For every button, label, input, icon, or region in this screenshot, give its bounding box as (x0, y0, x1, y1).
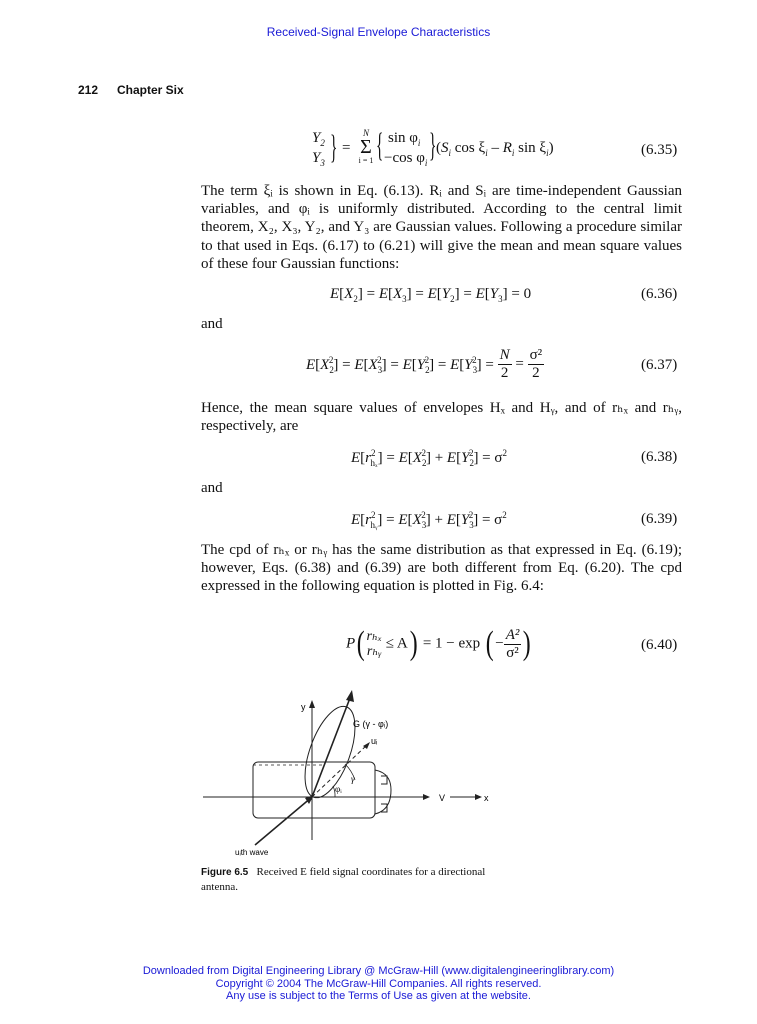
caption-label: Figure 6.5 (201, 867, 249, 878)
frac-sigma2-over-2 (528, 347, 545, 382)
r-bottom: rₕᵧ (366, 644, 382, 659)
equation-6-39: $E[r^2_{hᵧ}] = E[X_3^2] + E[Y_3^2] = \sigma^2$ (351, 510, 507, 530)
r-top: rₕₓ (366, 629, 382, 644)
label-phi: φᵢ (335, 784, 342, 794)
footer-terms[interactable]: Any use is subject to the Terms of Use as given at the website. (226, 990, 531, 1002)
brace-left: { (376, 127, 384, 164)
sum-lower: i = 1 (358, 156, 374, 165)
para3-text: The cpd of rₕₓ or rₕᵧ has the same distribution as that expressed in Eq. (6.19); however, Eqs. (6.38) and (6.39) are both different from Eq. (6.20). The cpd expressed in the following equation is plotted in Fig. 6.4: (201, 542, 682, 595)
eq-number-6-39: (6.39) (641, 511, 678, 527)
eq-lhs-top-sub: 2 (320, 138, 325, 148)
footer-link-line[interactable]: Downloaded from Digital Engineering Library @ McGraw-Hill (www.digitalengineeringlibrary.com) (142, 965, 615, 977)
equation-6-35: $Y_2$ $Y_3$ } = N Σ i = 1 { $\sin \varphi_i$ −cos $\varphi_i$ } ($S_i$ $\cos \xi_i - R_i$ $\sin \xi_i$) (312, 127, 554, 168)
eq-rhs: ($S_i$ $\cos \xi_i - R_i$ $\sin \xi_i$) (436, 140, 554, 158)
word-and-2: and (201, 480, 223, 496)
body-paragraph-3 (201, 541, 682, 596)
footer-copyright: Copyright © 2004 The McGraw-Hill Companies. All rights reserved. (215, 977, 542, 990)
equation-6-37: $E[X_2^2] = E[X_3^2] = E[Y_2^2] = E[Y_3^2]$ = $\frac{N}{2}$ = $\frac{\text{σ²}}{2}$ (306, 347, 543, 381)
summation: N Σ i = 1 (356, 128, 376, 165)
eq-lhs-bottom: Y (312, 150, 321, 166)
frac1-den: 2 (500, 365, 509, 381)
body-paragraph-1 (201, 182, 682, 273)
body-paragraph-2 (201, 399, 682, 435)
incoming-wave-arrow (255, 797, 312, 845)
eq-number-6-36: (6.36) (641, 286, 678, 302)
cos-term: −cos φ (384, 150, 425, 166)
equation-6-40: P( rₕₓ rₕᵧ ≤ A) = 1 − exp ( − $\frac{\text{A²}}{\text{σ²}}$ ) (346, 625, 531, 662)
eq-p: P (346, 635, 356, 652)
equals-sign: = (342, 140, 351, 156)
eq-number-6-35: (6.35) (641, 142, 678, 158)
eq-number-6-38: (6.38) (641, 449, 678, 465)
caption-text: Received E field signal coordinates for a directional antenna. (201, 866, 486, 893)
label-g: G (γ - φᵢ) (353, 719, 389, 729)
label-gamma: γ (351, 774, 355, 784)
exp-num: A² (505, 626, 520, 643)
eq-number-6-40: (6.40) (641, 637, 678, 653)
chapter-label: Chapter Six (117, 83, 184, 97)
label-x: x (484, 793, 489, 803)
exp-den: σ² (506, 644, 519, 661)
pattern-arrowhead (346, 690, 354, 702)
figure-6-5-diagram (195, 680, 505, 860)
brace-right: } (330, 129, 338, 166)
para2-text: Hence, the mean square values of envelopes Hₓ and Hᵧ, and of rₕₓ and rₕᵧ, respectively, are (201, 400, 682, 435)
figure-caption (201, 865, 501, 894)
equation-6-38: $E[r^2_{h_x}] = E[X_2^2] + E[Y_2^2] = \sigma^2$ (351, 448, 507, 468)
page-number: 212 (78, 83, 99, 97)
frac1-num: N (499, 347, 510, 363)
eq-le: ≤ A (385, 635, 408, 652)
para1-text: The term ξᵢ is shown in Eq. (6.13). Rᵢ and Sᵢ are time-independent Gaussian variables, and φᵢ is uniformly distributed. According to the central limit theorem, X₂, X₃, Y₂, and Y₃ are Gaussian values. Following a procedure similar to that used in Eqs. (6.17) to (6.21) will give the mean and mean square values of these four Gaussian functions: (201, 183, 682, 272)
frac-a2-over-sigma2 (504, 627, 522, 662)
brace-right-2: } (429, 127, 437, 164)
sum-upper: N (362, 128, 369, 138)
label-y: y (301, 702, 306, 712)
y-arrowhead (309, 700, 315, 708)
eq-rhs-exp: = 1 − exp (422, 635, 481, 652)
sin-term: sin φ (388, 130, 418, 146)
running-header: Received-Signal Envelope Characteristics (266, 25, 491, 39)
frac2-num: σ² (529, 347, 543, 363)
label-ui: uᵢ (371, 736, 378, 746)
eq-number-6-37: (6.37) (641, 357, 678, 373)
x-arrowhead (475, 794, 482, 800)
v-arrowhead (423, 794, 430, 800)
word-and-1: and (201, 316, 223, 332)
frac-n-over-2 (498, 347, 512, 382)
frac2-den: 2 (532, 365, 540, 381)
footer (0, 965, 757, 1003)
label-wave: uᵢth wave (235, 848, 269, 857)
equation-6-36: $E[X_2] = E[X_3] = E[Y_2] = E[Y_3] = 0$ (330, 286, 532, 304)
eq-lhs-top: Y (312, 130, 321, 146)
label-v: V (439, 793, 446, 803)
r-stack (367, 629, 382, 659)
eq-lhs-bottom-sub: 3 (320, 158, 325, 168)
